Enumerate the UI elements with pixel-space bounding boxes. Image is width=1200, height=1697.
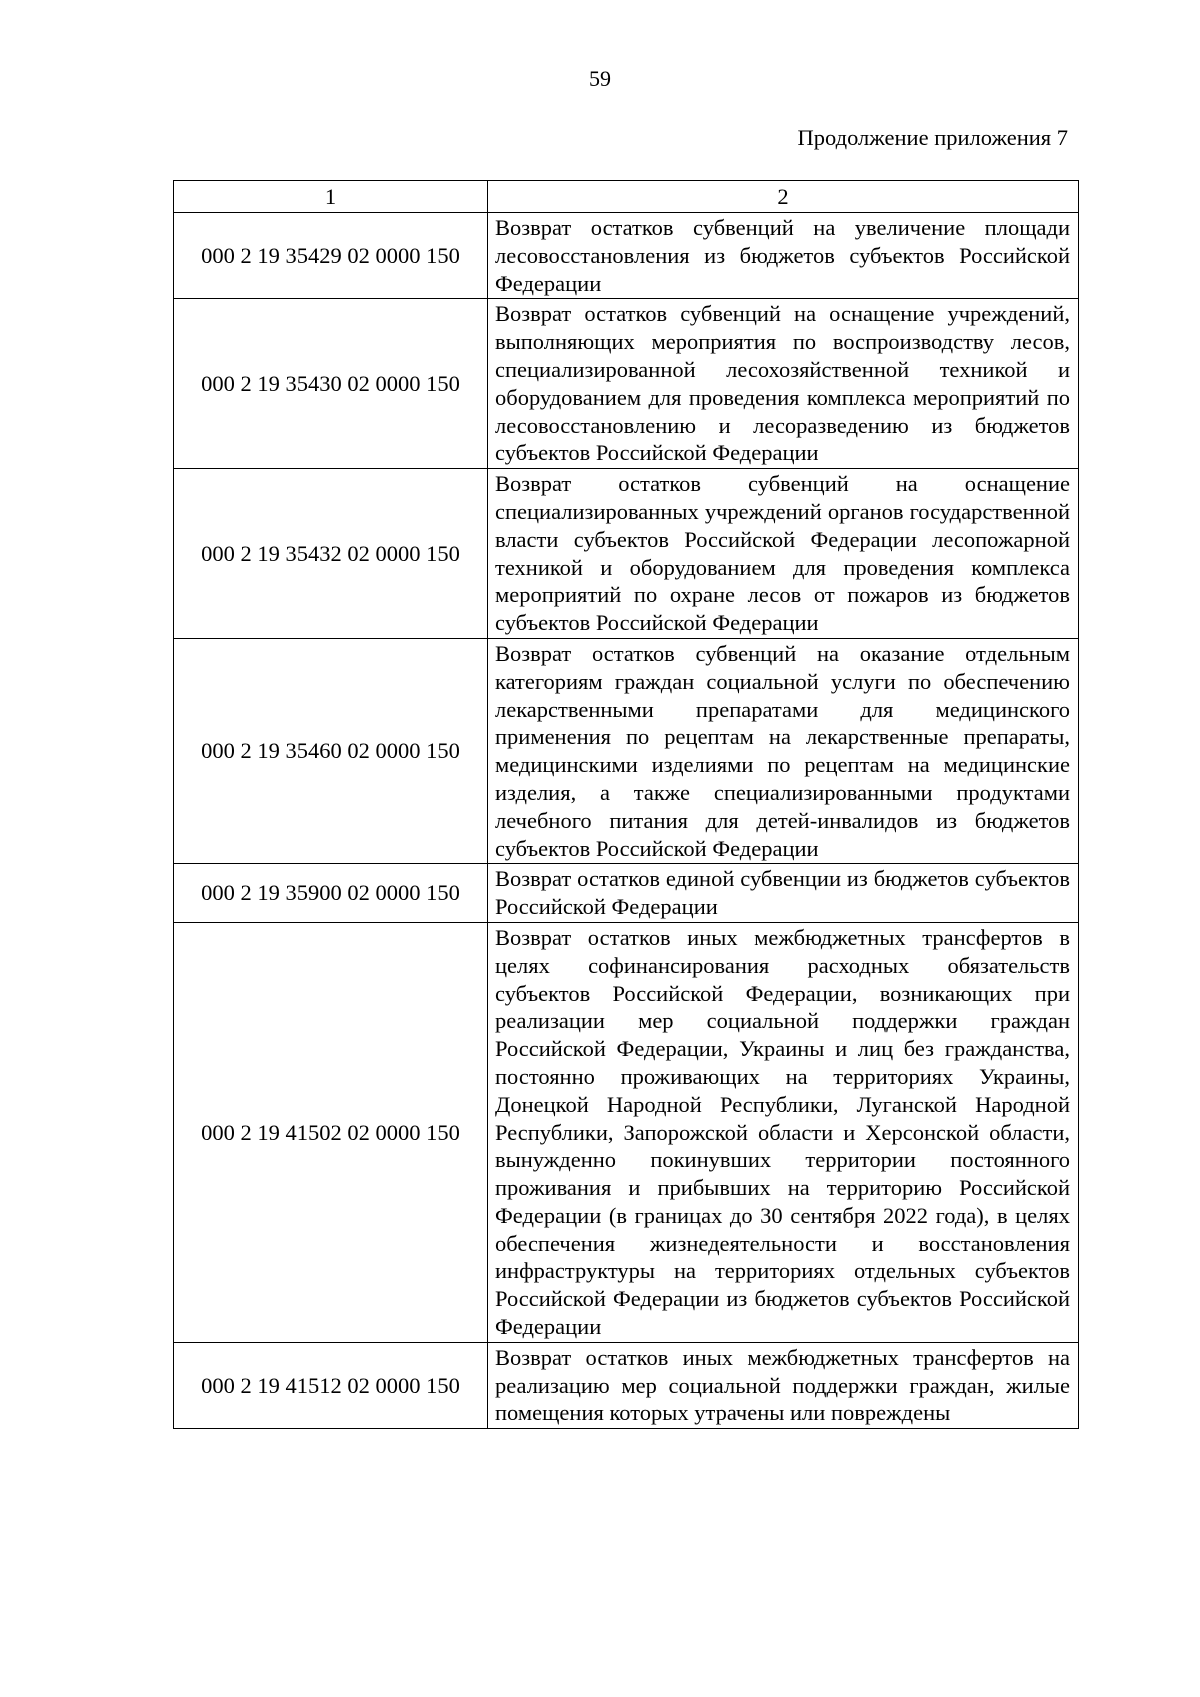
description-cell: Возврат остатков иных межбюджетных трансфертов на реализацию мер социальной поддержки граждан, жилые помещения которых утрачены или повреждены [488, 1342, 1079, 1428]
page-number: 59 [589, 66, 611, 91]
column-header-description: 2 [488, 181, 1079, 213]
table-row [174, 638, 1079, 863]
table-row [174, 1342, 1079, 1428]
appendix-continuation-note: Продолжение приложения 7 [797, 125, 1068, 150]
budget-code-cell: 000 2 19 35430 02 0000 150 [174, 299, 488, 469]
table-header-row [174, 181, 1079, 213]
column-header-code: 1 [174, 181, 488, 213]
budget-code-cell: 000 2 19 41512 02 0000 150 [174, 1342, 488, 1428]
description-cell: Возврат остатков субвенций на оснащение учреждений, выполняющих мероприятия по воспроизводству лесов, специализированной лесохозяйственной техникой и оборудованием для проведения комплекса мероприятий по лесовосстановлению и лесоразведению из бюджетов субъектов Российской Федерации [488, 299, 1079, 469]
description-cell: Возврат остатков субвенций на оказание отдельным категориям граждан социальной услуги по обеспечению лекарственными препаратами для медицинского применения по рецептам на лекарственные препараты, медицинскими изделиями по рецептам на медицинские изделия, а также специализированными продуктами лечебного питания для детей-инвалидов из бюджетов субъектов Российской Федерации [488, 638, 1079, 863]
table-row [174, 922, 1079, 1342]
description-cell: Возврат остатков иных межбюджетных трансфертов в целях софинансирования расходных обязательств субъектов Российской Федерации, возникающих при реализации мер социальной поддержки граждан Российской Федерации, Украины и лиц без гражданства, постоянно проживающих на территориях Украины, Донецкой Народной Республики, Луганской Народной Республики, Запорожской области и Херсонской области, вынужденно покинувших территории постоянного проживания и прибывших на территорию Российской Федерации (в границах до 30 сентября 2022 года), в целях обеспечения жизнедеятельности и восстановления инфраструктуры на территориях отдельных субъектов Российской Федерации из бюджетов субъектов Российской Федерации [488, 922, 1079, 1342]
table-row [174, 864, 1079, 923]
budget-codes-table [173, 180, 1079, 1429]
budget-code-cell: 000 2 19 35429 02 0000 150 [174, 213, 488, 299]
budget-code-cell: 000 2 19 41502 02 0000 150 [174, 922, 488, 1342]
description-cell: Возврат остатков субвенций на оснащение специализированных учреждений органов государственной власти субъектов Российской Федерации лесопожарной техникой и оборудованием для проведения комплекса мероприятий по охране лесов от пожаров из бюджетов субъектов Российской Федерации [488, 469, 1079, 639]
description-cell: Возврат остатков единой субвенции из бюджетов субъектов Российской Федерации [488, 864, 1079, 923]
budget-code-cell: 000 2 19 35900 02 0000 150 [174, 864, 488, 923]
table-row [174, 469, 1079, 639]
table-row [174, 213, 1079, 299]
table-row [174, 299, 1079, 469]
budget-code-cell: 000 2 19 35432 02 0000 150 [174, 469, 488, 639]
budget-code-cell: 000 2 19 35460 02 0000 150 [174, 638, 488, 863]
description-cell: Возврат остатков субвенций на увеличение площади лесовосстановления из бюджетов субъектов Российской Федерации [488, 213, 1079, 299]
